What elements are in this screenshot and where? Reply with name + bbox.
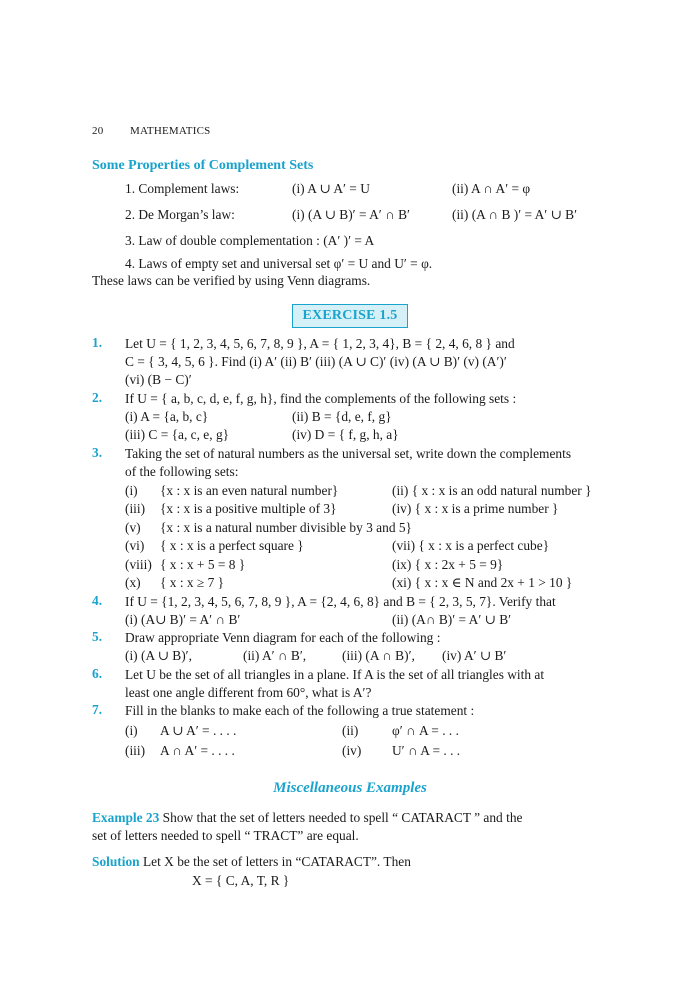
law-2-part-2: (ii) (A ∩ B )′ = A′ ∪ B′ xyxy=(452,207,578,222)
question-2-part-iii: (iii) C = {a, c, e, g} xyxy=(125,427,230,442)
question-3-right-xi: (xi) { x : x ∈ N and 2x + 1 > 10 } xyxy=(392,575,573,590)
law-4: 4. Laws of empty set and universal set φ′ = U and U′ = φ. xyxy=(125,256,433,271)
question-1-line-1: Let U = { 1, 2, 3, 4, 5, 6, 7, 8, 9 }, A = { 1, 2, 3, 4}, B = { 2, 4, 6, 8 } and xyxy=(125,336,515,351)
question-5-part-ii: (ii) A′ ∩ B′, xyxy=(243,648,307,663)
solution-label: Solution xyxy=(92,854,140,869)
law-1-label: 1. Complement laws: xyxy=(125,181,240,196)
question-5-number: 5. xyxy=(92,629,103,644)
question-3-label-viii: (viii) xyxy=(125,557,152,572)
page-header-subject: MATHEMATICS xyxy=(130,125,211,137)
question-3-text-vi: { x : x is a perfect square } xyxy=(160,538,304,553)
question-3-text-i: {x : x is an even natural number} xyxy=(160,483,339,498)
question-2-part-iv: (iv) D = { f, g, h, a} xyxy=(292,427,399,442)
question-3-right-vii: (vii) { x : x is a perfect cube} xyxy=(392,538,550,553)
question-1-number: 1. xyxy=(92,335,103,350)
solution-set: X = { C, A, T, R } xyxy=(192,873,290,888)
law-2-label: 2. De Morgan’s law: xyxy=(125,207,235,222)
question-3-label-i: (i) xyxy=(125,483,138,498)
question-1-line-3: (vi) (B − C)′ xyxy=(125,372,192,387)
question-7-label-i: (i) xyxy=(125,723,138,738)
question-3-text-x: { x : x ≥ 7 } xyxy=(160,575,225,590)
question-3-text-iii: {x : x is a positive multiple of 3} xyxy=(160,501,337,516)
question-2-number: 2. xyxy=(92,390,103,405)
question-7-number: 7. xyxy=(92,702,103,717)
question-7-text-ii: φ′ ∩ A = . . . xyxy=(392,723,459,738)
question-3-right-iv: (iv) { x : x is a prime number } xyxy=(392,501,559,516)
question-4-part-ii: (ii) (A∩ B)′ = A′ ∪ B′ xyxy=(392,612,512,627)
page-number: 20 xyxy=(92,125,104,137)
question-7-label-iii: (iii) xyxy=(125,743,146,758)
exercise-title: EXERCISE 1.5 xyxy=(302,308,398,323)
example-line-2: set of letters needed to spell “ TRACT” are equal. xyxy=(92,828,359,843)
example-23 xyxy=(92,809,522,827)
question-3-label-iii: (iii) xyxy=(125,501,146,516)
exercise-title-box xyxy=(292,304,408,328)
law-3: 3. Law of double complementation : (A′ )′ = A xyxy=(125,233,375,248)
question-3-line-2: of the following sets: xyxy=(125,464,239,479)
question-6-number: 6. xyxy=(92,666,103,681)
question-7-line: Fill in the blanks to make each of the following a true statement : xyxy=(125,703,475,718)
question-3-text-v: {x : x is a natural number divisible by 3 and 5} xyxy=(160,520,412,535)
question-6-line-2: least one angle different from 60°, what is A′? xyxy=(125,685,372,700)
question-5-part-i: (i) (A ∪ B)′, xyxy=(125,648,192,663)
question-3-label-vi: (vi) xyxy=(125,538,145,553)
question-3-text-viii: { x : x + 5 = 8 } xyxy=(160,557,246,572)
question-7-text-i: A ∪ A′ = . . . . xyxy=(160,723,237,738)
question-3-label-v: (v) xyxy=(125,520,141,535)
question-5-part-iv: (iv) A′ ∪ B′ xyxy=(442,648,507,663)
question-4-part-i: (i) (A∪ B)′ = A′ ∩ B′ xyxy=(125,612,241,627)
example-label: Example 23 xyxy=(92,810,160,825)
question-6-line-1: Let U be the set of all triangles in a plane. If A is the set of all triangles with at xyxy=(125,667,545,682)
laws-note: These laws can be verified by using Venn diagrams. xyxy=(92,273,371,288)
question-1-line-2: C = { 3, 4, 5, 6 }. Find (i) A′ (ii) B′ (iii) (A ∪ C)′ (iv) (A ∪ B)′ (v) (A′)′ xyxy=(125,354,507,369)
question-7-text-iv: U′ ∩ A = . . . xyxy=(392,743,461,758)
question-7-text-iii: A ∩ A′ = . . . . xyxy=(160,743,235,758)
solution-line: Let X be the set of letters in “CATARACT”. Then xyxy=(139,854,411,869)
question-3-right-ii: (ii) { x : x is an odd natural number } xyxy=(392,483,592,498)
question-7-label-ii: (ii) xyxy=(342,723,359,738)
question-7-label-iv: (iv) xyxy=(342,743,362,758)
question-5-line: Draw appropriate Venn diagram for each of the following : xyxy=(125,630,441,645)
question-4-number: 4. xyxy=(92,593,103,608)
question-2-line: If U = { a, b, c, d, e, f, g, h}, find the complements of the following sets : xyxy=(125,391,517,406)
misc-heading: Miscellaneous Examples xyxy=(273,780,427,796)
question-3-number: 3. xyxy=(92,445,103,460)
question-5-part-iii: (iii) (A ∩ B)′, xyxy=(342,648,415,663)
question-2-part-ii: (ii) B = {d, e, f, g} xyxy=(292,409,392,424)
question-3-line-1: Taking the set of natural numbers as the universal set, write down the complements xyxy=(125,446,572,461)
question-2-part-i: (i) A = {a, b, c} xyxy=(125,409,209,424)
question-4-line: If U = {1, 2, 3, 4, 5, 6, 7, 8, 9 }, A = {2, 4, 6, 8} and B = { 2, 3, 5, 7}. Verify that xyxy=(125,594,556,609)
question-3-right-ix: (ix) { x : 2x + 5 = 9} xyxy=(392,557,504,572)
question-3-label-x: (x) xyxy=(125,575,141,590)
law-1-part-1: (i) A ∪ A′ = U xyxy=(292,181,370,196)
law-2-part-1: (i) (A ∪ B)′ = A′ ∩ B′ xyxy=(292,207,410,222)
law-1-part-2: (ii) A ∩ A′ = φ xyxy=(452,181,531,196)
solution xyxy=(92,853,411,871)
example-line-1: Show that the set of letters needed to spell “ CATARACT ” and the xyxy=(159,810,523,825)
section-heading: Some Properties of Complement Sets xyxy=(92,158,314,173)
